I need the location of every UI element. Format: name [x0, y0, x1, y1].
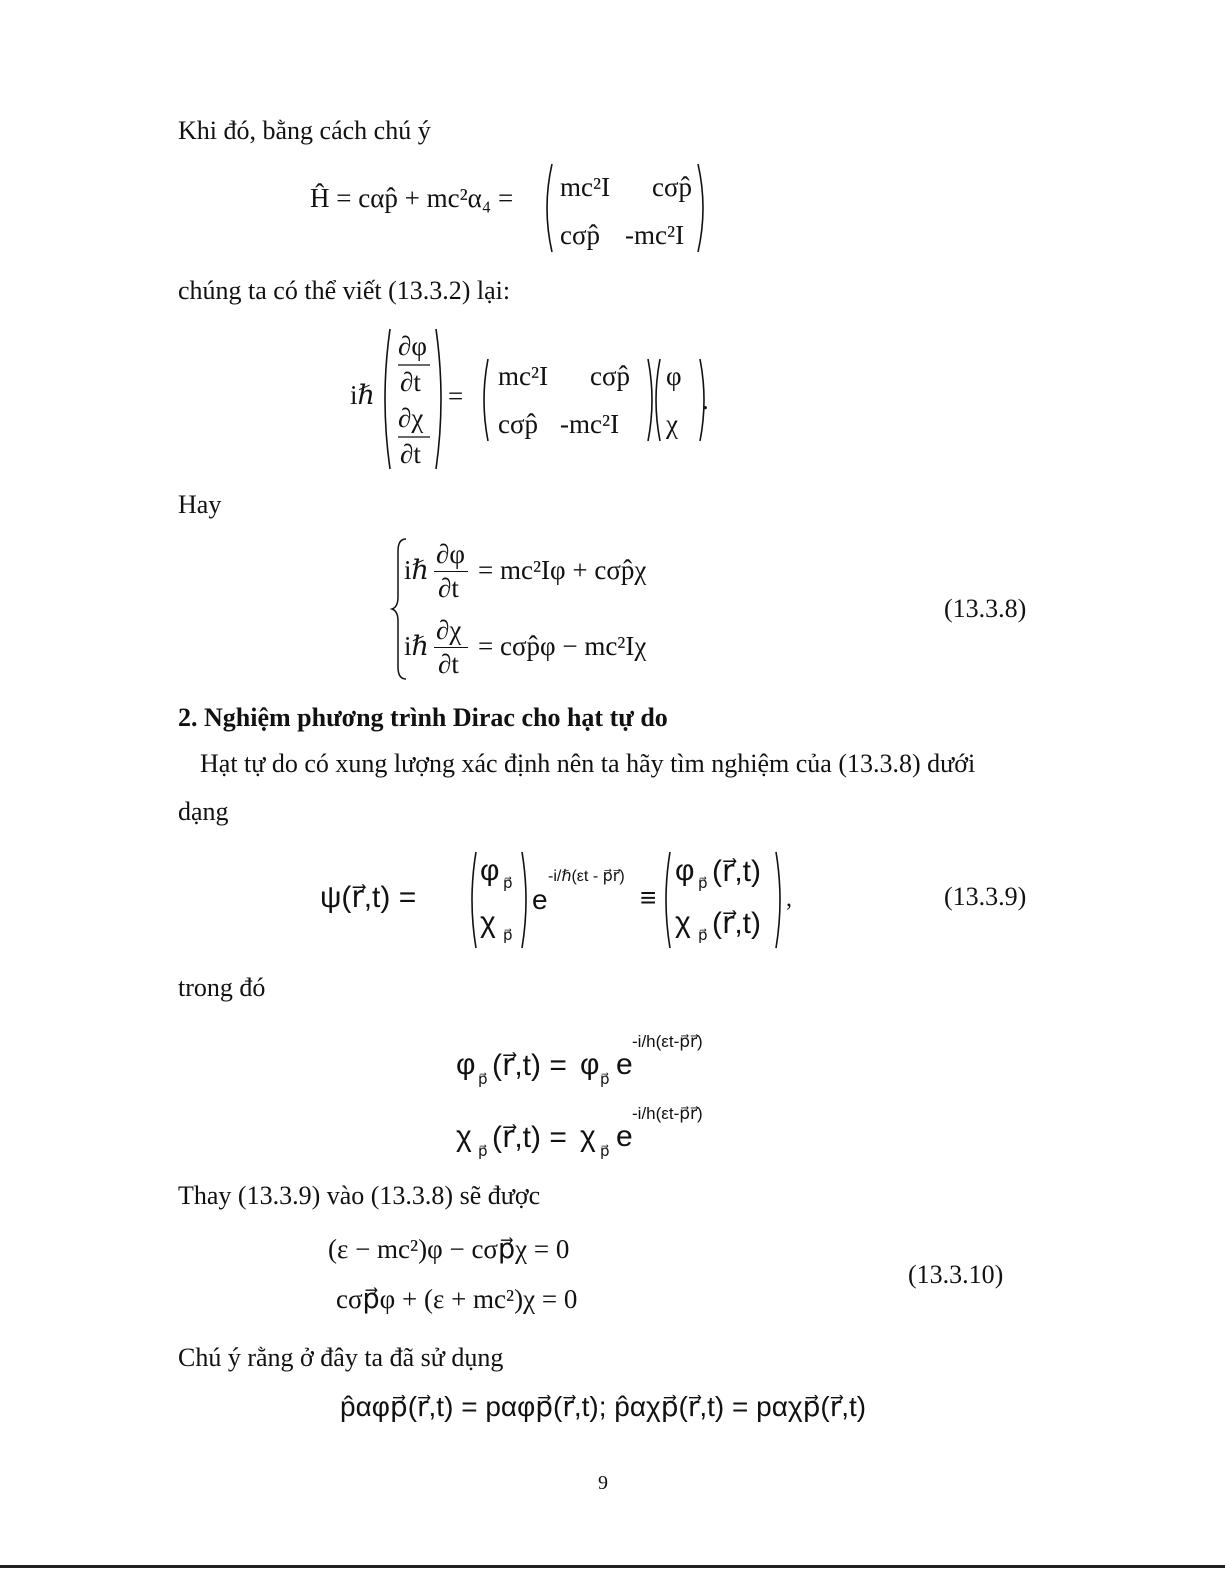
hamiltonian-m21: cσp̂ [560, 220, 601, 250]
exponent: -i/ℏ(εt - p⃗r⃗) [548, 868, 625, 885]
period: . [702, 385, 709, 415]
def-chi-e: e [616, 1120, 633, 1153]
rhs-chi-sub: p⃗ [698, 927, 708, 944]
hamiltonian-m12: cσp̂ [652, 172, 693, 202]
def-chi-arg: (r⃗,t) = [492, 1121, 567, 1154]
matrix-m12: cσp̂ [590, 361, 631, 391]
thay-text: Thay (13.3.9) vào (13.3.8) sẽ được [178, 1181, 541, 1210]
bottom-rule [0, 1565, 1225, 1568]
momentum-eigen-equation: p̂αφp⃗(r⃗,t) = pαφp⃗(r⃗,t); p̂αχp⃗(r⃗,t) = pαχp⃗(r⃗,t) [340, 1391, 867, 1422]
rhs-chi: χ [675, 906, 691, 939]
rhs-chi-arg: (r⃗,t) [712, 907, 761, 940]
def-chi-rhs: χ [580, 1120, 596, 1153]
trong-do-text: trong đó [178, 973, 266, 1002]
psi-phi-sub: p⃗ [503, 875, 513, 892]
equiv-sign: ≡ [640, 882, 657, 913]
ihbar-prefix: iℏ [350, 380, 375, 410]
d-chi: ∂χ [398, 403, 424, 433]
matrix-m22: -mc²I [560, 409, 620, 439]
def-chi-sub: p⃗ [478, 1143, 488, 1160]
eq-number-13-3-10: (13.3.10) [908, 1260, 1004, 1289]
system-line2-prefix: iℏ [404, 631, 429, 661]
section-heading: 2. Nghiệm phương trình Dirac cho hạt tự do [178, 703, 668, 732]
equation-13-3-9 [320, 848, 820, 953]
rhs-phi-sub: p⃗ [698, 875, 708, 892]
vector-chi: χ [666, 409, 678, 439]
rewrite-text: chúng ta có thể viết (13.3.2) lại: [178, 276, 511, 305]
psi-chi-sub: p⃗ [503, 927, 513, 944]
hamiltonian-equation [310, 158, 730, 258]
equation-13-3-10 [328, 1230, 668, 1320]
dt-2: ∂t [400, 439, 421, 469]
system-line1-prefix: iℏ [404, 555, 429, 585]
system-line2-num: ∂χ [436, 615, 462, 645]
rhs-phi-arg: (r⃗,t) [712, 855, 761, 888]
psi-phi: φ [480, 854, 500, 887]
d-phi: ∂φ [398, 331, 427, 361]
def-phi-e: e [616, 1048, 633, 1081]
def-phi-arg: (r⃗,t) = [492, 1049, 567, 1082]
system-line1-den: ∂t [438, 573, 459, 603]
equals-sign: = [448, 381, 464, 411]
eq-number-13-3-9: (13.3.9) [944, 882, 1027, 911]
matrix-m21: cσp̂ [498, 409, 539, 439]
matrix-m11: mc²I [498, 361, 549, 391]
system-line2-rhs: = cσp̂φ − mc²Iχ [478, 631, 647, 661]
def-phi-exponent: -i/h(εt-p⃗r⃗) [632, 1032, 703, 1051]
vector-phi: φ [666, 361, 682, 391]
hamiltonian-m22: -mc²I [625, 220, 685, 250]
intro-text: Khi đó, bằng cách chú ý [178, 116, 431, 145]
chu-y-text: Chú ý rằng ở đây ta đã sử dụng [178, 1343, 504, 1372]
paragraph-line1: Hạt tự do có xung lượng xác định nên ta hãy tìm nghiệm của (13.3.8) dưới [200, 749, 976, 778]
paragraph-line2: dạng [178, 797, 229, 826]
eq-10-line1: (ε − mc²)φ − cσp⃗χ = 0 [328, 1234, 570, 1264]
def-phi-rhs: φ [580, 1048, 600, 1081]
def-phi-rhs-sub: p⃗ [600, 1071, 610, 1088]
matrix-diff-equation [350, 325, 730, 475]
def-chi-equation [456, 1096, 756, 1166]
system-line1-num: ∂φ [436, 539, 465, 569]
def-phi-sub: p⃗ [478, 1071, 488, 1088]
def-phi-lhs: φ [456, 1048, 476, 1081]
psi-lhs: ψ(r⃗,t) = [320, 881, 417, 914]
hamiltonian-lhs: Ĥ = cαp̂ + mc²α₄ = [310, 183, 514, 213]
hay-text: Hay [178, 490, 222, 519]
hamiltonian-m11: mc²I [560, 172, 611, 202]
exp-e: e [532, 884, 548, 915]
comma: , [786, 886, 792, 912]
system-line2-den: ∂t [438, 649, 459, 679]
def-chi-exponent: -i/h(εt-p⃗r⃗) [632, 1104, 703, 1123]
page-number: 9 [598, 1472, 608, 1494]
def-chi-rhs-sub: p⃗ [600, 1143, 610, 1160]
eq-10-line2: cσp⃗φ + (ε + mc²)χ = 0 [336, 1284, 578, 1314]
system-13-3-8 [390, 535, 710, 685]
def-chi-lhs: χ [456, 1120, 472, 1153]
psi-vector-brackets [466, 848, 536, 952]
rhs-phi: φ [675, 854, 695, 887]
eq-number-13-3-8: (13.3.8) [944, 594, 1027, 623]
dt-1: ∂t [400, 367, 421, 397]
psi-chi: χ [480, 906, 496, 939]
system-line1-rhs: = mc²Iφ + cσp̂χ [478, 555, 647, 585]
def-phi-equation [456, 1022, 756, 1092]
